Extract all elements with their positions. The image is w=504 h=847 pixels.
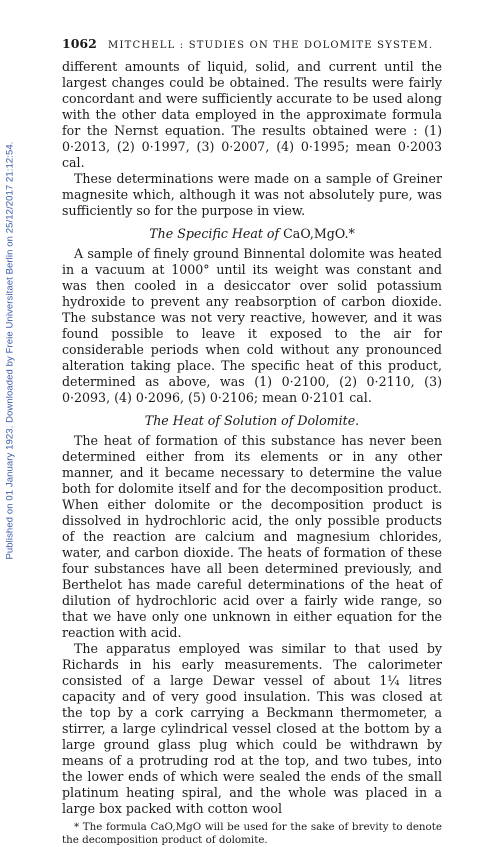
section-heading-specific-heat (62, 226, 442, 242)
running-head (62, 36, 442, 54)
footnote: * The formula CaO,MgO will be used for the sake of brevity to denote the decomposition product of dolomite. (62, 821, 442, 846)
page-number: 1062 (62, 36, 97, 51)
paragraph-1: different amounts of liquid, solid, and current until the largest changes could be obtained. The results were fairly concordant and were sufficiently accurate to be used along with the other data employed in the approximate formula for the Nernst equation. The results obtained were : (1) 0·2013, (2) 0·1997, (3) 0·2007, (4) 0·1995; mean 0·2003 cal. (62, 59, 442, 170)
section-heading-heat-of-solution: The Heat of Solution of Dolomite. (144, 413, 360, 428)
running-title: MITCHELL : STUDIES ON THE DOLOMITE SYSTEM. (108, 40, 434, 51)
paragraph-3: A sample of finely ground Binnental dolomite was heated in a vacuum at 1000° until its weight was constant and was then cooled in a desiccator over solid potassium hydroxide to prevent any reabsorption of carbon dioxide. The substance was not very reactive, however, and it was found possible to leave it exposed to the air for considerable periods when cold without any pronounced alteration taking place. The specific heat of this product, determined as above, was (1) 0·2100, (2) 0·2110, (3) 0·2093, (4) 0·2096, (5) 0·2106; mean 0·2101 cal. (62, 246, 442, 405)
paragraph-4: The heat of formation of this substance has never been determined either from its elements or in any other manner, and it became necessary to determine the value both for dolomite itself and for the decomposition product. When either dolomite or the decomposition product is dissolved in hydrochloric acid, the only possible products of the reaction are calcium and magnesium chlorides, water, and carbon dioxide. The heats of formation of these four substances have all been determined previously, and Berthelot has made careful determinations of the heat of dilution of hydrochloric acid over a fairly wide range, so that we have only one unknown in either equation for the reaction with acid. (62, 433, 442, 640)
paragraph-5: The apparatus employed was similar to that used by Richards in his early measurements. The calorimeter consisted of a large Dewar vessel of about 1¼ litres capacity and of very good insulation. This was closed at the top by a cork carrying a Beckmann thermometer, a stirrer, a large cylindrical vessel closed at the bottom by a large ground glass plug which could be withdrawn by means of a protruding rod at the top, and two tubes, into the lower ends of which were sealed the ends of the small platinum heating spiral, and the whole was placed in a large box packed with cotton wool (62, 641, 442, 816)
heading-formula: CaO,MgO.* (283, 226, 355, 241)
paragraph-2: These determinations were made on a sample of Greiner magnesite which, although it was not absolutely pure, was sufficiently so for the purpose in view. (62, 171, 442, 218)
page-body (62, 36, 442, 847)
heading-italic-text: The Specific Heat of (149, 226, 280, 241)
sidebar-watermark (2, 60, 18, 640)
download-watermark-text: Published on 01 January 1923. Downloaded by Freie Universitaet Berlin on 25/12/2017 21:12:54. (4, 140, 16, 560)
